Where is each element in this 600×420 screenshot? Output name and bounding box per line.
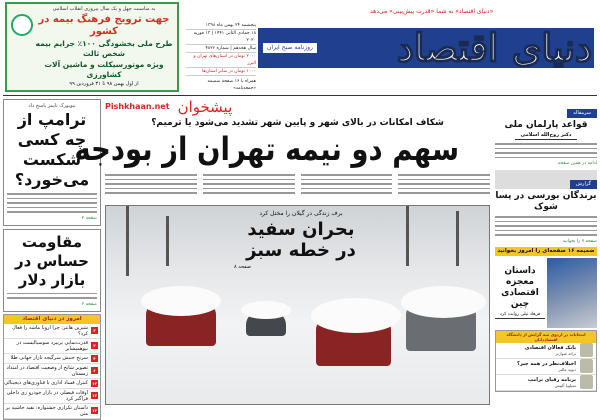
ad-headline: جهت ترویج فرهنگ بیمه در کشور bbox=[38, 14, 170, 37]
photo-kicker: برف زندگی در گیلان را مختل کرد bbox=[259, 210, 343, 217]
person-photo bbox=[580, 343, 593, 357]
page-badge: ۲ bbox=[91, 327, 98, 334]
person-photo bbox=[580, 359, 593, 373]
photo-page-ref: صفحه ۸ bbox=[234, 264, 251, 270]
story-headline: ترامپ از چه کسی شکست می‌خورد؟ bbox=[14, 110, 90, 189]
ad-small-text: به مناسبت چهل و یک سال پیروزی انقلاب اسلامی bbox=[52, 6, 156, 12]
right-column bbox=[495, 99, 597, 392]
main-body bbox=[105, 169, 490, 197]
supplement-cover-image bbox=[547, 258, 597, 328]
masthead-subtitle: روزنامه صبح ایران bbox=[262, 42, 318, 54]
main-subhead: شکاف امکانات در بالای شهر و پایین شهر تشدید می‌شود یا ترمیم؟ bbox=[151, 118, 444, 128]
page-badge: ۲ bbox=[91, 342, 98, 349]
promo-subtitle: فرهاد نیلی روایت کرد bbox=[495, 312, 545, 319]
today-list bbox=[3, 314, 101, 420]
editorial-more-link[interactable]: ادامه در همین صفحه bbox=[558, 161, 597, 166]
supplement-promo[interactable] bbox=[495, 258, 597, 328]
list-item-text: اوقات فیصلی در بازار خودرو زی داخلی فراگیر کرد bbox=[6, 389, 88, 402]
person-name: ترانه شوارتز bbox=[555, 350, 576, 356]
person-name: سیلویا آلپیس bbox=[554, 382, 576, 388]
today-list-item[interactable] bbox=[4, 324, 100, 339]
report-more-link[interactable]: صفحه ۷ را بخوانید bbox=[562, 238, 597, 244]
page-badge: ۶ bbox=[91, 367, 98, 374]
today-list-item[interactable] bbox=[4, 389, 100, 404]
today-list-item[interactable] bbox=[4, 404, 100, 419]
people-list-title: انتخابات در اردوی سه گرایش از دانشگاه اقتصاددانان bbox=[496, 331, 596, 343]
ad-dates: از اول بهمن ۹۸ تا ۳۱ فروردین ۹۹ bbox=[69, 81, 139, 87]
price-other: ۱۰۰۰ تومان در سایر استان‌ها bbox=[186, 68, 256, 76]
list-item-text: کنترل فساد اداری با فناوری‌های دیجیتالی bbox=[4, 380, 88, 386]
ad-body-2: ویژه موتورسیکلت و ماشین آلات کشاورزی bbox=[44, 60, 164, 79]
today-list-item[interactable] bbox=[4, 379, 100, 389]
today-list-item[interactable] bbox=[4, 339, 100, 354]
person-story-title: برنامه رقبای ترامپ bbox=[527, 376, 576, 383]
page-badge: ۱۲ bbox=[92, 380, 97, 386]
header-divider bbox=[3, 95, 597, 96]
editorial-body bbox=[495, 143, 597, 158]
list-item-text: داستان تکراری جشنواره: نقیه حاشیه بر متن bbox=[5, 404, 88, 417]
photo-headline: بحران سفید در خطه سبز bbox=[246, 219, 356, 261]
story-more-link[interactable]: صفحه ۲ bbox=[81, 301, 97, 307]
story-body bbox=[7, 193, 97, 213]
today-list-item[interactable] bbox=[4, 364, 100, 379]
report-label: گزارش bbox=[570, 180, 597, 189]
today-list-title: امروز در دنیای اقتصاد bbox=[4, 315, 100, 324]
people-item[interactable] bbox=[496, 375, 596, 391]
issue-date: پنجشنبه ۲۴ بهمن ماه ۱۳۹۸ bbox=[186, 22, 256, 30]
page-badge: ۱۳ bbox=[92, 393, 97, 398]
list-item-text: سرنخ جنبش سرگیجه بازار جهانی طلا bbox=[10, 355, 88, 361]
editorial-label: سرمقاله bbox=[567, 109, 597, 118]
masthead-logo: دنیای اقتصاد bbox=[396, 25, 592, 70]
story-dollar[interactable] bbox=[3, 229, 101, 312]
people-list bbox=[495, 330, 597, 392]
issue-number: سال هجدهم | شماره ۴۸۲۶ bbox=[186, 45, 256, 53]
ad-body-1: طرح ملی بخشودگی ۱۰۰٪ جرایم بیمه شخص ثالث bbox=[35, 39, 173, 58]
snow-photo[interactable] bbox=[105, 205, 490, 405]
report-title[interactable]: برندگان بورسی در پسا شوک bbox=[495, 191, 597, 212]
watermark: پیشخوان bbox=[177, 98, 233, 116]
watermark-row bbox=[105, 97, 490, 117]
supplement-bar[interactable]: ضمیمه ۱۶ صفحه‌ای را امروز بخوانید bbox=[495, 247, 597, 256]
list-item-text: قدرت‌نمایی پربیرد سوسیالیست در نیوهمپشایر bbox=[16, 339, 88, 352]
supplement-note: همراه با ۱۶ صفحه ضمیمه «جمعه‌نامه» bbox=[207, 79, 256, 91]
list-item-text: تصویر شانخ از وضعیت اقتصاد در امتداد زمستان bbox=[6, 364, 88, 377]
editorial-author: دکتر روح‌الله اسلامی bbox=[515, 132, 577, 140]
price-tehran: ۲۰۰۰ تومان در استان‌های تهران و البرز bbox=[186, 53, 256, 68]
list-item-text: شیرین هانتر: چرا اروپا ماشه را فعال کرد؟ bbox=[12, 324, 88, 337]
main-story[interactable] bbox=[73, 97, 490, 197]
story-kicker: نیویورک تایمز پاسخ داد bbox=[28, 103, 76, 109]
promo-title: داستان معجزه اقتصادی چین bbox=[501, 266, 539, 309]
watermark-url: Pishkhaan.net bbox=[105, 102, 170, 111]
masthead-tagline: «دنیای اقتصاد» به شما «قدرت پیش‌بینی» می‌دهد bbox=[370, 8, 494, 15]
story-headline: مقاومت حساس در بازار دلار bbox=[15, 232, 89, 289]
issue-info bbox=[186, 22, 256, 92]
person-name: دیوید مالتر bbox=[558, 366, 576, 372]
person-photo bbox=[580, 375, 593, 389]
editorial-title[interactable]: قواعد پارلمان ملی bbox=[504, 120, 588, 130]
person-story-title: بانک فعالان اقتصادی bbox=[524, 344, 576, 351]
main-headline: سهم دو نیمه تهران از بودجه bbox=[73, 130, 459, 168]
issue-date-alt: ۱۸ جمادی الثانی ۱۴۴۱ | ۱۳ فوریه ۲۰۲۰ bbox=[186, 30, 256, 45]
report-body bbox=[495, 216, 597, 236]
insurance-ad[interactable] bbox=[5, 2, 179, 92]
story-more-link[interactable]: صفحه ۲ bbox=[81, 215, 97, 221]
page-badge: ۱۴ bbox=[92, 408, 97, 413]
ad-text bbox=[33, 6, 175, 88]
people-item[interactable] bbox=[496, 359, 596, 375]
story-body bbox=[7, 293, 97, 299]
insurance-logo-icon bbox=[11, 14, 33, 36]
today-list-item[interactable] bbox=[4, 354, 100, 364]
person-story-title: اختلاف‌نظر در همه چیز؟ bbox=[517, 360, 576, 367]
people-item[interactable] bbox=[496, 343, 596, 359]
page-badge: ۴ bbox=[91, 355, 98, 362]
